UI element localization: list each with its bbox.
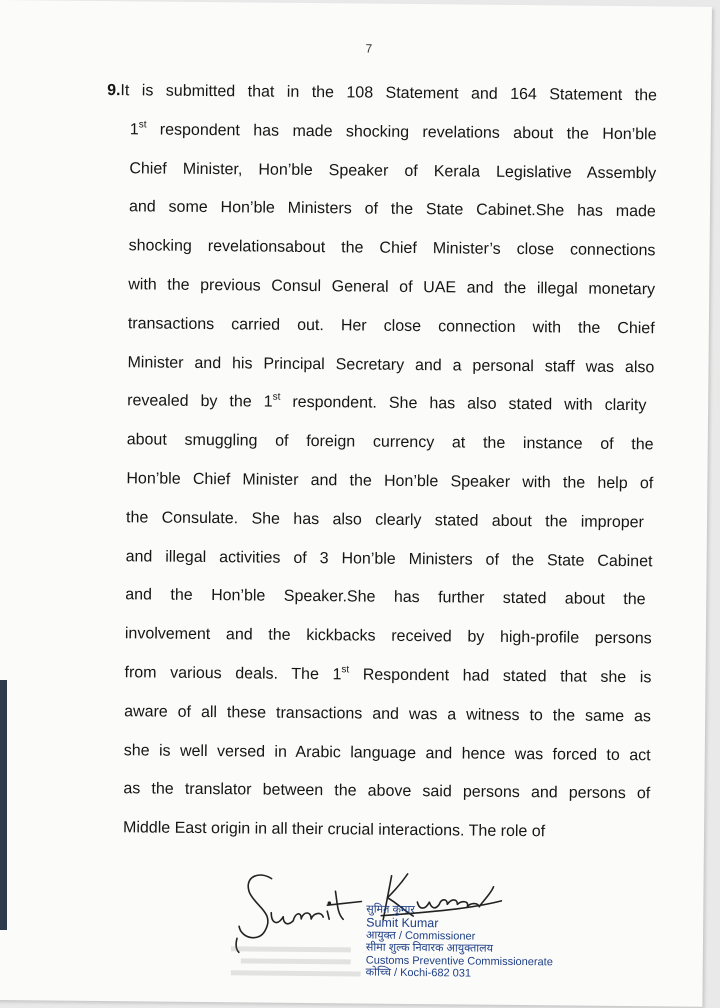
text-line <box>126 508 653 533</box>
stamp-office: Customs Preventive Commissionerate <box>365 954 553 968</box>
ordinal-superscript: st <box>341 664 350 676</box>
stamp-location: कोच्चि / Kochi-682 031 <box>365 966 472 980</box>
line-text: with the previous Consul General of UAE and the illegal monetary <box>128 276 656 299</box>
line-text: 1 <box>129 121 139 139</box>
text-line <box>128 314 655 339</box>
line-text: she is well versed in Arabic language and hence was forced to act <box>123 741 651 764</box>
line-text: about smuggling of foreign currency at the instance of the <box>126 431 654 454</box>
line-text: the Consulate. She has also clearly stated about the improper <box>125 509 645 532</box>
faint-bleed-through <box>231 942 371 983</box>
line-text: and the Hon’ble Speaker.She has further stated about the <box>125 586 646 609</box>
stamp-designation: आयुक्त / Commissioner <box>365 929 476 943</box>
stamp-office-hindi: सीमा शुल्क निवारक आयुक्तालय <box>365 941 494 955</box>
signature-block <box>231 860 552 993</box>
text-line <box>126 547 653 572</box>
page-number: 7 <box>365 41 373 56</box>
line-text: Minister and his Principal Secretary and a personal staff was also <box>127 353 655 376</box>
text-line <box>123 818 545 842</box>
text-line <box>127 392 654 417</box>
paragraph-number: 9. <box>107 82 121 100</box>
line-text: Middle East origin in all their crucial interactions. The role of <box>122 819 546 841</box>
text-line <box>127 430 654 455</box>
line-text: It is submitted that in the 108 Statement and 164 Statement the <box>120 82 658 105</box>
line-text-continued: respondent has made shocking revelations about the Hon’ble <box>146 121 657 144</box>
line-text: from various deals. The 1 <box>124 664 342 684</box>
line-text-continued: Respondent had stated that she is <box>349 666 652 687</box>
line-text: aware of all these transactions and was a witness to the same as <box>124 703 652 726</box>
line-text: and some Hon’ble Ministers of the State Cabinet.She has made <box>128 198 656 221</box>
text-line <box>125 624 652 649</box>
line-text: as the translator between the above said persons and persons of <box>123 780 651 803</box>
line-text: transactions carried out. Her close connection with the Chief <box>127 315 655 338</box>
stamp-name: Sumit Kumar <box>366 915 439 930</box>
line-text: Chief Minister, Hon’ble Speaker of Kerala Legislative Assembly <box>129 159 657 182</box>
line-text: involvement and the kickbacks received by high-profile persons <box>124 625 652 648</box>
ordinal-superscript: st <box>272 392 281 404</box>
text-line <box>129 236 656 261</box>
line-text: shocking revelationsabout the Chief Minister’s close connections <box>128 237 656 260</box>
text-line <box>126 469 653 494</box>
text-line <box>124 702 651 727</box>
line-text: Hon’ble Chief Minister and the Hon’ble Speaker with the help of <box>126 470 654 493</box>
ordinal-superscript: st <box>138 119 147 131</box>
line-text: and illegal activities of 3 Hon’ble Ministers of the State Cabinet <box>125 547 653 570</box>
line-text-continued: respondent. She has also stated with clarity <box>280 394 647 415</box>
line-text: revealed by the 1 <box>127 392 273 412</box>
text-line <box>107 81 657 106</box>
stamp-hindi-name: सुमित कुमार <box>366 903 415 917</box>
text-line <box>123 780 650 805</box>
text-line <box>124 741 651 766</box>
text-line <box>127 353 654 378</box>
text-line <box>125 586 652 611</box>
left-edge-strip <box>0 680 7 930</box>
text-line <box>128 275 655 300</box>
official-stamp <box>366 904 554 981</box>
text-line <box>130 120 657 145</box>
text-line <box>129 159 656 184</box>
text-line <box>124 663 651 688</box>
text-line <box>129 198 656 223</box>
